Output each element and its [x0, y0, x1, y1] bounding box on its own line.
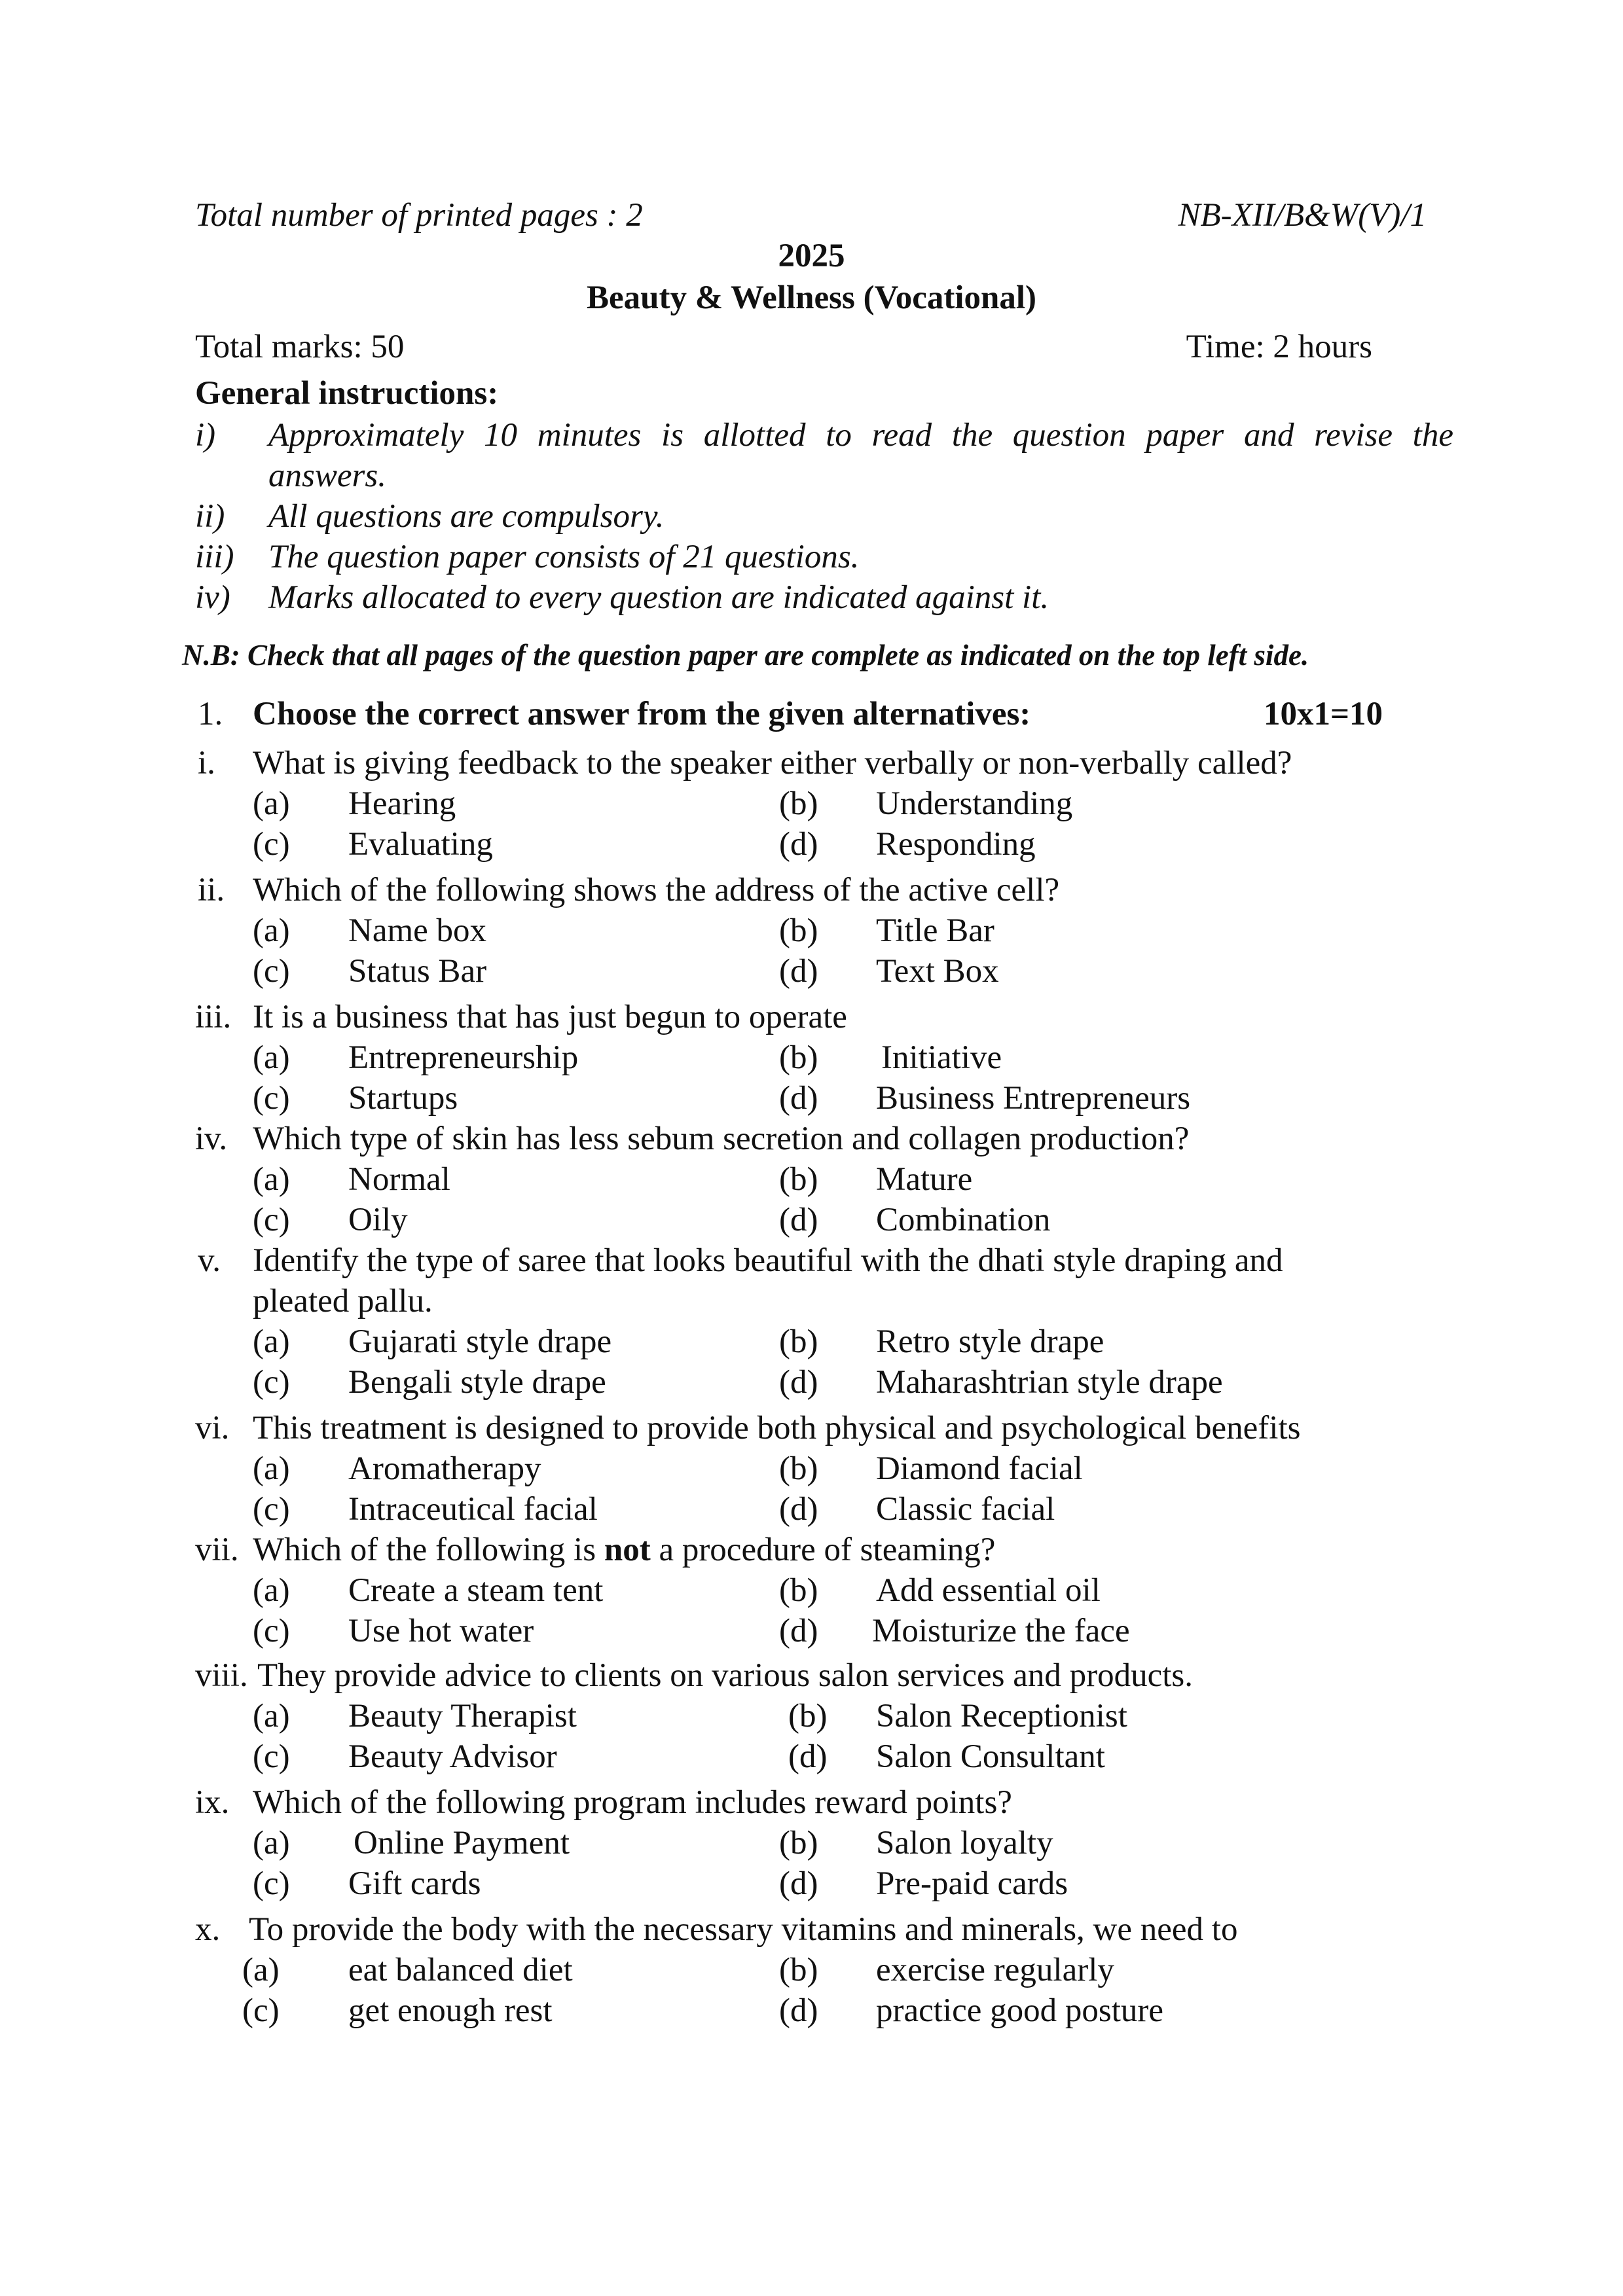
option-text: Oily	[348, 1202, 408, 1238]
option-text: exercise regularly	[876, 1952, 1114, 1988]
option-text: Gift cards	[348, 1865, 481, 1902]
option-text: Evaluating	[348, 826, 493, 863]
option-label: (b)	[779, 1161, 818, 1198]
option-text: get enough rest	[348, 1992, 553, 2029]
option-label: (c)	[242, 1992, 280, 2029]
question-number: i.	[198, 745, 215, 781]
option-text: Mature	[876, 1161, 973, 1198]
option-text: Salon Consultant	[876, 1738, 1105, 1775]
option-label: (d)	[788, 1738, 828, 1775]
option-label: (a)	[253, 1323, 290, 1360]
question-text: It is a business that has just begun to operate	[253, 999, 847, 1035]
question-text: Which type of skin has less sebum secretion and collagen production?	[253, 1121, 1190, 1157]
question-number: iv.	[195, 1121, 228, 1157]
option-text: eat balanced diet	[348, 1952, 573, 1988]
option-text: Startups	[348, 1080, 458, 1117]
option-text: practice good posture	[876, 1992, 1164, 2029]
option-label: (c)	[253, 1080, 290, 1117]
option-label: (a)	[253, 1825, 290, 1861]
option-text: Salon loyalty	[876, 1825, 1053, 1861]
option-text: Status Bar	[348, 953, 487, 990]
option-text: Classic facial	[876, 1491, 1055, 1528]
option-text: Bengali style drape	[348, 1364, 606, 1401]
option-label: (a)	[253, 1161, 290, 1198]
option-text: Entrepreneurship	[348, 1039, 579, 1076]
total-pages-note: Total number of printed pages : 2	[195, 197, 643, 234]
option-text: Moisturize the face	[872, 1613, 1130, 1649]
option-label: (a)	[253, 1039, 290, 1076]
option-label: (b)	[788, 1698, 828, 1734]
instruction-text-cont: answers.	[268, 457, 386, 494]
section-marks: 10x1=10	[1264, 696, 1383, 732]
instruction-num: iv)	[195, 579, 230, 616]
option-text: Diamond facial	[876, 1450, 1083, 1487]
option-label: (a)	[242, 1952, 280, 1988]
question-number: viii.	[195, 1657, 248, 1694]
option-text: Add essential oil	[876, 1572, 1101, 1609]
option-label: (b)	[779, 785, 818, 822]
option-label: (c)	[253, 1364, 290, 1401]
option-text: Name box	[348, 912, 487, 949]
option-label: (b)	[779, 1323, 818, 1360]
option-label: (a)	[253, 1450, 290, 1487]
option-label: (b)	[779, 1952, 818, 1988]
option-text: Hearing	[348, 785, 456, 822]
question-text: What is giving feedback to the speaker either verbally or non-verbally called?	[253, 745, 1292, 781]
option-text: Text Box	[876, 953, 999, 990]
question-text: This treatment is designed to provide both physical and psychological benefits	[253, 1410, 1301, 1446]
option-label: (d)	[779, 826, 818, 863]
option-text: Beauty Therapist	[348, 1698, 577, 1734]
option-text: Normal	[348, 1161, 450, 1198]
question-number: ix.	[195, 1784, 230, 1821]
time-allowed: Time: 2 hours	[1186, 329, 1372, 365]
option-label: (c)	[253, 1865, 290, 1902]
option-label: (d)	[779, 1491, 818, 1528]
instructions-heading: General instructions:	[195, 375, 499, 412]
option-label: (d)	[779, 1080, 818, 1117]
question-number: vi.	[195, 1410, 230, 1446]
option-label: (a)	[253, 785, 290, 822]
option-text: Business Entrepreneurs	[876, 1080, 1191, 1117]
option-text: Retro style drape	[876, 1323, 1104, 1360]
option-text: Online Payment	[354, 1825, 570, 1861]
question-number: iii.	[195, 999, 232, 1035]
question-text: To provide the body with the necessary vitamins and minerals, we need to	[249, 1911, 1238, 1948]
option-label: (c)	[253, 1491, 290, 1528]
option-text: Intraceutical facial	[348, 1491, 598, 1528]
instruction-text: Approximately 10 minutes is allotted to read the question paper and revise the	[268, 417, 1453, 454]
option-label: (d)	[779, 1202, 818, 1238]
section-number: 1.	[198, 696, 223, 732]
question-text	[253, 1534, 995, 1567]
option-label: (d)	[779, 1865, 818, 1902]
question-number: x.	[195, 1911, 221, 1948]
option-label: (b)	[779, 1572, 818, 1609]
question-text-part: a procedure of steaming?	[650, 1532, 996, 1568]
question-text: Which of the following program includes reward points?	[253, 1784, 1012, 1821]
option-label: (c)	[253, 953, 290, 990]
option-text: Beauty Advisor	[348, 1738, 557, 1775]
option-label: (a)	[253, 1698, 290, 1734]
question-number: ii.	[198, 872, 225, 908]
paper-code: NB-XII/B&W(V)/1	[1178, 197, 1427, 234]
option-label: (d)	[779, 1364, 818, 1401]
option-label: (b)	[779, 912, 818, 949]
option-label: (c)	[253, 1738, 290, 1775]
instruction-num: i)	[195, 417, 216, 454]
question-text-cont: pleated pallu.	[253, 1283, 433, 1319]
option-label: (c)	[253, 1202, 290, 1238]
instruction-num: ii)	[195, 498, 225, 535]
option-label: (a)	[253, 912, 290, 949]
question-text: Identify the type of saree that looks beautiful with the dhati style draping and	[253, 1242, 1283, 1279]
question-number: v.	[198, 1242, 221, 1279]
question-text: They provide advice to clients on various salon services and products.	[257, 1657, 1194, 1694]
option-text: Combination	[876, 1202, 1051, 1238]
option-text: Understanding	[876, 785, 1073, 822]
option-text: Pre-paid cards	[876, 1865, 1068, 1902]
option-text: Responding	[876, 826, 1036, 863]
nb-note: N.B: Check that all pages of the question paper are complete as indicated on the top left side.	[182, 639, 1309, 672]
exam-year: 2025	[778, 238, 845, 274]
option-label: (b)	[779, 1450, 818, 1487]
section-title: Choose the correct answer from the given alternatives:	[253, 696, 1031, 732]
option-text: Title Bar	[876, 912, 994, 949]
option-text: Salon Receptionist	[876, 1698, 1127, 1734]
total-marks: Total marks: 50	[195, 329, 405, 365]
option-label: (a)	[253, 1572, 290, 1609]
question-number: vii.	[195, 1532, 239, 1568]
option-text: Maharashtrian style drape	[876, 1364, 1223, 1401]
option-label: (b)	[779, 1825, 818, 1861]
option-label: (b)	[779, 1039, 818, 1076]
option-text: Initiative	[881, 1039, 1002, 1076]
question-text: Which of the following shows the address of the active cell?	[253, 872, 1060, 908]
option-label: (d)	[779, 1613, 818, 1649]
instruction-text: All questions are compulsory.	[268, 498, 665, 535]
option-label: (d)	[779, 1992, 818, 2029]
option-label: (d)	[779, 953, 818, 990]
option-text: Gujarati style drape	[348, 1323, 612, 1360]
instruction-num: iii)	[195, 539, 234, 575]
option-text: Create a steam tent	[348, 1572, 604, 1609]
option-text: Use hot water	[348, 1613, 534, 1649]
option-text: Aromatherapy	[348, 1450, 541, 1487]
option-label: (c)	[253, 1613, 290, 1649]
instruction-text: The question paper consists of 21 questions.	[268, 539, 860, 575]
question-text-emphasis: not	[604, 1532, 651, 1568]
question-text-part: Which of the following is	[253, 1532, 604, 1568]
option-label: (c)	[253, 826, 290, 863]
instruction-text: Marks allocated to every question are indicated against it.	[268, 579, 1049, 616]
subject-title: Beauty & Wellness (Vocational)	[586, 279, 1037, 316]
